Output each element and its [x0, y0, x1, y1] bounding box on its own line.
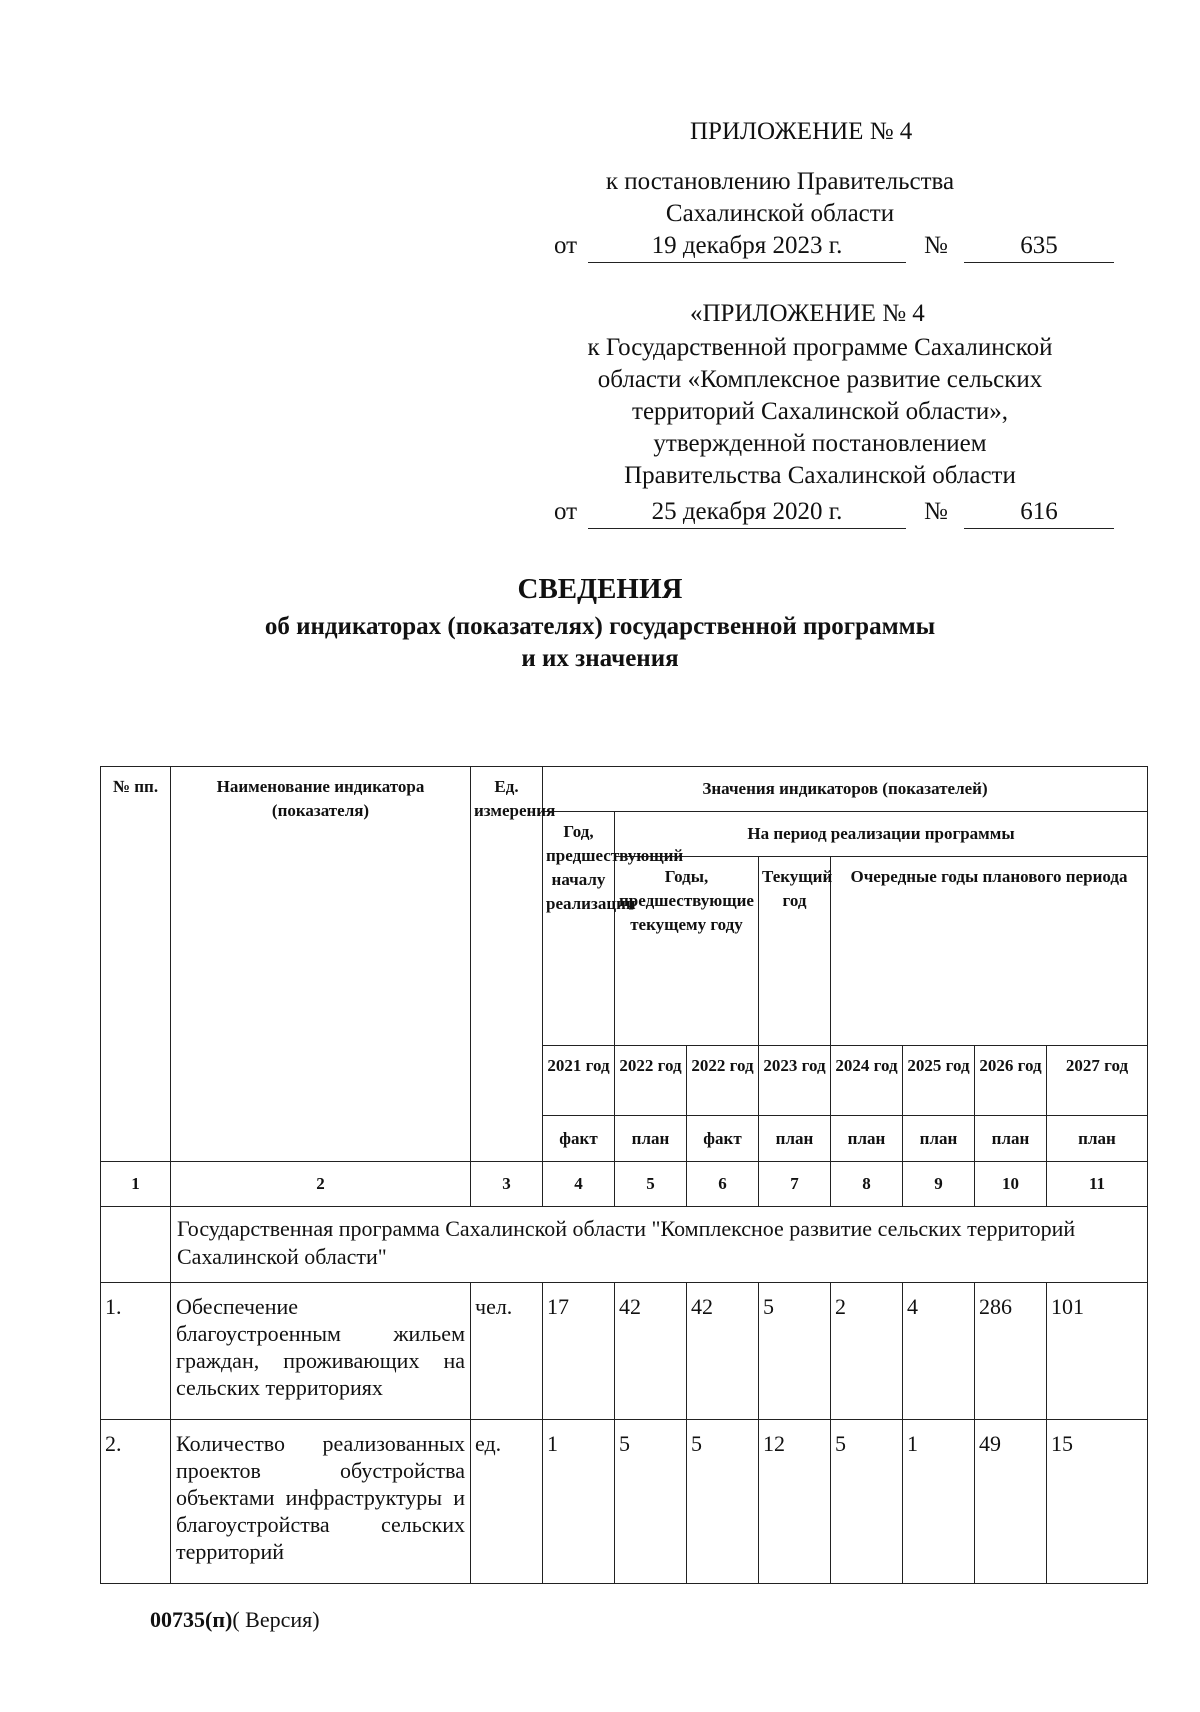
- row-value: 1: [903, 1420, 975, 1584]
- row-value: 5: [615, 1420, 687, 1584]
- document-code: 00735(п): [150, 1607, 233, 1632]
- header-year: 2025 год: [903, 1046, 975, 1116]
- column-number: 2: [171, 1162, 471, 1207]
- header-kind: план: [759, 1116, 831, 1162]
- row-value: 42: [615, 1283, 687, 1420]
- resolution-reference: к постановлению Правительства Сахалинской области: [605, 168, 955, 227]
- column-number: 7: [759, 1162, 831, 1207]
- appendix-title: ПРИЛОЖЕНИЕ № 4: [690, 118, 913, 145]
- ot-label: от: [554, 498, 578, 525]
- header-no: № пп.: [101, 767, 171, 1162]
- column-number: 3: [471, 1162, 543, 1207]
- column-number: 6: [687, 1162, 759, 1207]
- header-year: 2026 год: [975, 1046, 1047, 1116]
- column-number: 11: [1047, 1162, 1148, 1207]
- column-number: 5: [615, 1162, 687, 1207]
- document-subtitle-line1: об индикаторах (показателях) государственной программы: [264, 613, 936, 640]
- header-kind: факт: [543, 1116, 615, 1162]
- program-row-title: Государственная программа Сахалинской области "Комплексное развитие сельских территорий Сахалинской области": [171, 1207, 1148, 1283]
- row-value: 101: [1047, 1283, 1148, 1420]
- resolution-number: 635: [964, 230, 1114, 263]
- header-planning-years: Очередные годы планового периода: [831, 857, 1148, 1046]
- number-sign: №: [924, 498, 948, 525]
- document-title: СВЕДЕНИЯ: [517, 573, 683, 605]
- header-values-group: Значения индикаторов (показателей): [543, 767, 1148, 812]
- header-current-year: Текущий год: [759, 857, 831, 1046]
- header-kind: факт: [687, 1116, 759, 1162]
- header-year-before: Год, предшествующий началу реализации: [543, 812, 615, 1046]
- ot-label: от: [554, 232, 578, 259]
- program-row-empty: [101, 1207, 171, 1283]
- column-number: 4: [543, 1162, 615, 1207]
- header-year: 2022 год: [615, 1046, 687, 1116]
- row-name: Количество реализованных проектов обустройства объектами инфраструктуры и благоустройства сельских территорий: [171, 1420, 471, 1584]
- header-kind: план: [903, 1116, 975, 1162]
- row-value: 42: [687, 1283, 759, 1420]
- row-value: 2: [831, 1283, 903, 1420]
- original-number: 616: [964, 496, 1114, 529]
- row-unit: чел.: [471, 1283, 543, 1420]
- footer-code: [150, 1606, 320, 1634]
- header-kind: план: [1047, 1116, 1148, 1162]
- header-year: 2027 год: [1047, 1046, 1148, 1116]
- column-number: 9: [903, 1162, 975, 1207]
- row-value: 5: [759, 1283, 831, 1420]
- header-year: 2023 год: [759, 1046, 831, 1116]
- header-year: 2024 год: [831, 1046, 903, 1116]
- table-row: [101, 1420, 1148, 1584]
- row-unit: ед.: [471, 1420, 543, 1584]
- table-row: [101, 1283, 1148, 1420]
- row-no: 2.: [101, 1420, 171, 1584]
- header-kind: план: [975, 1116, 1047, 1162]
- row-value: 1: [543, 1420, 615, 1584]
- header-name: Наименование индикатора (показателя): [171, 767, 471, 1162]
- header-year: 2022 год: [687, 1046, 759, 1116]
- original-date: 25 декабря 2020 г.: [588, 496, 906, 529]
- number-sign: №: [924, 232, 948, 259]
- header-program-period: На период реализации программы: [615, 812, 1148, 857]
- row-value: 12: [759, 1420, 831, 1584]
- document-version: ( Версия): [232, 1607, 320, 1632]
- document-subtitle-line2: и их значения: [521, 645, 679, 672]
- row-value: 5: [687, 1420, 759, 1584]
- row-value: 286: [975, 1283, 1047, 1420]
- row-no: 1.: [101, 1283, 171, 1420]
- row-value: 49: [975, 1420, 1047, 1584]
- resolution-date: 19 декабря 2023 г.: [588, 230, 906, 263]
- row-value: 4: [903, 1283, 975, 1420]
- row-value: 17: [543, 1283, 615, 1420]
- indicators-table: [100, 766, 1148, 1584]
- header-kind: план: [831, 1116, 903, 1162]
- column-number: 1: [101, 1162, 171, 1207]
- column-number: 8: [831, 1162, 903, 1207]
- row-name: Обеспечение благоустроенным жильем граждан, проживающих на сельских территориях: [171, 1283, 471, 1420]
- header-preceding-years: Годы, предшествующие текущему году: [615, 857, 759, 1046]
- column-number: 10: [975, 1162, 1047, 1207]
- header-kind: план: [615, 1116, 687, 1162]
- original-appendix-reference: к Государственной программе Сахалинской области «Комплексное развитие сельских территорий Сахалинской области», утвержденной постановлением Правительства Сахалинской области: [587, 334, 1053, 489]
- header-year: 2021 год: [543, 1046, 615, 1116]
- row-value: 15: [1047, 1420, 1148, 1584]
- original-appendix-title: «ПРИЛОЖЕНИЕ № 4: [690, 300, 925, 327]
- header-unit: Ед. измерения: [471, 767, 543, 1162]
- row-value: 5: [831, 1420, 903, 1584]
